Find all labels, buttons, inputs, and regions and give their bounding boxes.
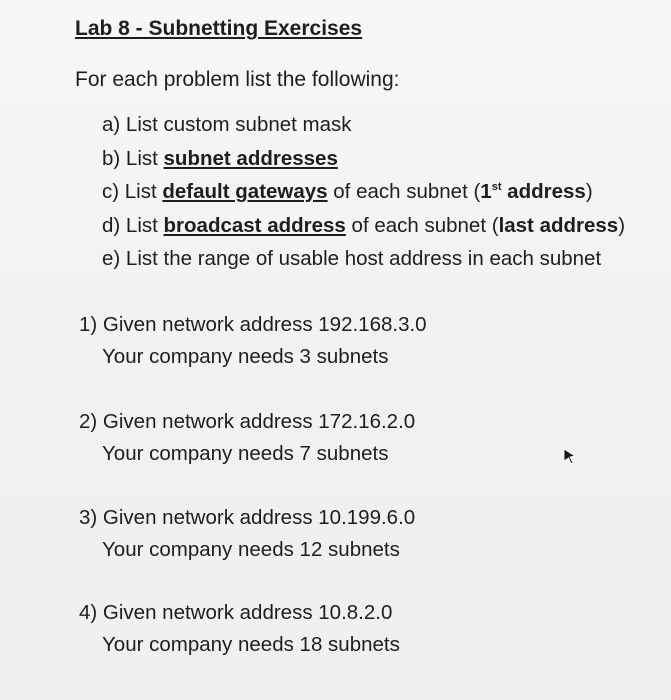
- item-c-mid: of each subnet (: [327, 180, 481, 203]
- problem-2-subnets: Your company needs 7 subnets: [102, 442, 389, 465]
- problem-2: [79, 410, 415, 466]
- mouse-cursor-icon: [563, 448, 577, 464]
- list-item-c: [102, 180, 625, 214]
- item-d-emphasis: broadcast address: [163, 213, 346, 237]
- list-item-b: [102, 147, 625, 181]
- item-b-prefix: b) List: [102, 146, 164, 170]
- problem-3: [79, 506, 415, 562]
- problem-1-subnets: Your company needs 3 subnets: [102, 345, 389, 368]
- item-c-end: ): [585, 180, 593, 203]
- requirements-list: [102, 113, 625, 281]
- item-d-bold: last address: [498, 213, 619, 237]
- list-item-d: [102, 214, 625, 248]
- intro-text: For each problem list the following:: [75, 68, 400, 91]
- problem-4-subnets: Your company needs 18 subnets: [102, 633, 400, 656]
- item-d-mid: of each subnet (: [345, 213, 499, 237]
- problem-1-network: 1) Given network address 192.168.3.0: [79, 313, 427, 336]
- problem-1: [79, 313, 427, 369]
- list-item-e: [102, 247, 625, 281]
- problem-2-network: 2) Given network address 172.16.2.0: [79, 410, 416, 433]
- item-a-text: a) List custom subnet mask: [102, 113, 352, 136]
- item-e-text: e) List the range of usable host address in each subnet: [102, 247, 602, 270]
- item-c-emphasis: default gateways: [162, 180, 328, 203]
- item-d-prefix: d) List: [102, 213, 164, 237]
- problem-3-subnets: Your company needs 12 subnets: [102, 538, 400, 561]
- item-c-superscript: st: [491, 181, 502, 193]
- list-item-a: [102, 113, 625, 147]
- problem-3-network: 3) Given network address 10.199.6.0: [79, 506, 416, 529]
- problem-4-network: 4) Given network address 10.8.2.0: [79, 601, 393, 624]
- item-d-end: ): [618, 213, 626, 237]
- page-title: Lab 8 - Subnetting Exercises: [75, 17, 363, 40]
- item-c-bold-address: address: [501, 180, 586, 203]
- item-b-emphasis: subnet addresses: [163, 146, 338, 170]
- item-c-bold-number: 1: [480, 180, 492, 203]
- problem-4: [79, 601, 400, 657]
- item-c-prefix: c) List: [102, 180, 163, 203]
